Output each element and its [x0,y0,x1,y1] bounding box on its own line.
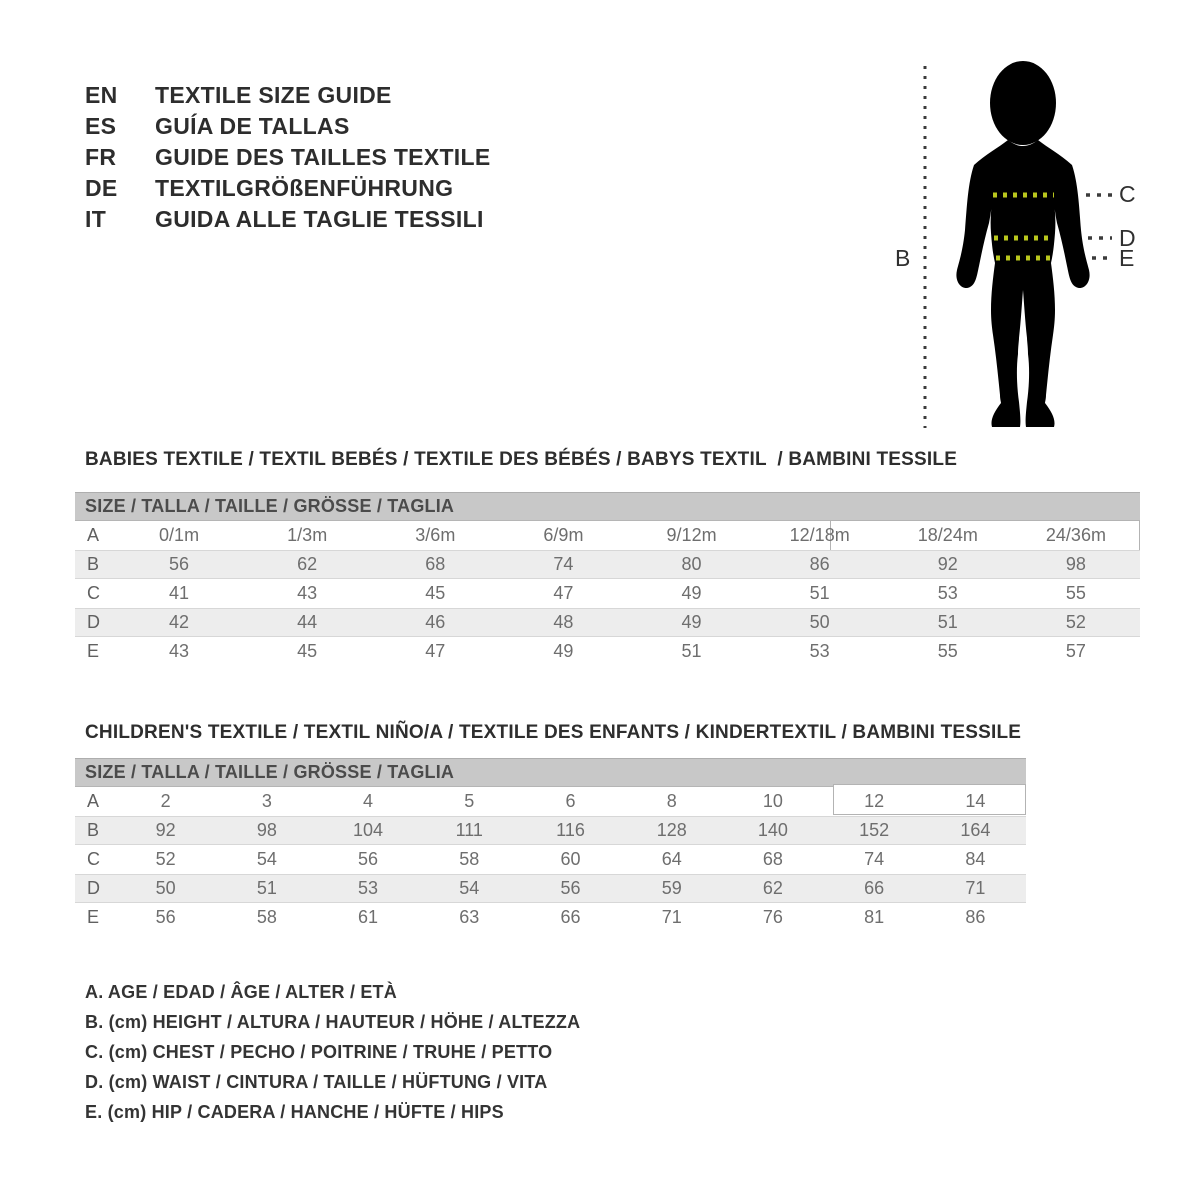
value-cell: 68 [425,554,446,574]
legend-item: C. (cm) CHEST / PECHO / POITRINE / TRUHE / PETTO [85,1042,553,1062]
value-cell: 58 [256,907,277,927]
row-label-cell: B [87,820,100,840]
value-cell: 46 [425,612,446,632]
value-cell: 71 [661,907,682,927]
value-cell: 84 [965,849,986,869]
value-cell: 57 [1065,641,1086,661]
table-row [75,816,1026,845]
value-cell: 55 [937,641,958,661]
value-cell: 56 [155,907,176,927]
row-label-cell: A [87,791,100,811]
value-cell: 53 [809,641,830,661]
value-cell: 53 [937,583,958,603]
value-cell: 45 [297,641,318,661]
legend-item: A. AGE / EDAD / ÂGE / ALTER / ETÀ [85,982,397,1002]
language-row [85,142,491,173]
waist-label: D [1119,225,1136,251]
table-rows [75,521,1140,666]
value-cell: 140 [757,820,788,840]
value-cell: 51 [681,641,702,661]
value-cell: 14 [965,791,986,811]
value-cell: 60 [560,849,581,869]
language-row [85,80,491,111]
table-row [75,579,1140,608]
value-cell: 6 [565,791,576,811]
value-cell: 54 [256,849,277,869]
value-cell: 10 [762,791,783,811]
value-cell: 47 [425,641,446,661]
language-code: EN [85,82,118,108]
value-cell: 9/12m [666,525,717,545]
measurement-legend [85,977,580,1127]
row-label-cell: C [87,583,100,603]
height-label: B [895,245,911,271]
table-row [75,521,1140,550]
value-cell: 56 [358,849,379,869]
value-cell: 49 [681,583,702,603]
value-cell: 44 [297,612,318,632]
language-title: TEXTILE SIZE GUIDE [155,82,392,108]
value-cell: 2 [160,791,171,811]
table-row [75,787,1026,816]
value-cell: 86 [809,554,830,574]
value-cell: 66 [560,907,581,927]
size-header-label: SIZE / TALLA / TAILLE / GRÖSSE / TAGLIA [85,496,455,516]
value-cell: 45 [425,583,446,603]
value-cell: 81 [864,907,885,927]
value-cell: 61 [358,907,379,927]
row-label-cell: A [87,525,100,545]
babies-size-table [75,492,1140,666]
value-cell: 92 [155,820,176,840]
value-cell: 74 [553,554,574,574]
size-header-bar [75,758,1026,787]
table-row [75,637,1140,666]
value-cell: 66 [864,878,885,898]
value-cell: 51 [937,612,958,632]
language-code: FR [85,144,117,170]
table-row [75,608,1140,637]
value-cell: 98 [256,820,277,840]
value-cell: 43 [297,583,318,603]
value-cell: 59 [661,878,682,898]
table-rows [75,787,1026,932]
language-title: TEXTILGRÖßENFÜHRUNG [155,175,454,201]
language-row [85,204,491,235]
value-cell: 92 [937,554,958,574]
value-cell: 74 [864,849,885,869]
value-cell: 3/6m [415,525,456,545]
chest-label: C [1119,181,1136,207]
table-row [75,550,1140,579]
language-title: GUIDE DES TAILLES TEXTILE [155,144,491,170]
babies-section-title: BABIES TEXTILE / TEXTIL BEBÉS / TEXTILE DES BÉBÉS / BABYS TEXTIL / BAMBINI TESSILE [85,449,958,470]
value-cell: 47 [553,583,574,603]
language-row [85,111,491,142]
value-cell: 6/9m [543,525,584,545]
table-row [75,845,1026,874]
value-cell: 3 [261,791,272,811]
value-cell: 52 [155,849,176,869]
value-cell: 42 [169,612,190,632]
child-head [990,61,1056,145]
value-cell: 68 [762,849,783,869]
children-section-title: CHILDREN'S TEXTILE / TEXTIL NIÑO/A / TEXTILE DES ENFANTS / KINDERTEXTIL / BAMBINI TESSILE [85,722,1022,743]
language-code: ES [85,113,117,139]
value-cell: 98 [1065,554,1086,574]
value-cell: 48 [553,612,574,632]
value-cell: 24/36m [1045,525,1106,545]
language-list [85,80,491,235]
value-cell: 8 [666,791,677,811]
child-silhouette [956,140,1089,427]
value-cell: 52 [1065,612,1086,632]
value-cell: 152 [859,820,890,840]
value-cell: 50 [155,878,176,898]
language-code: DE [85,175,118,201]
value-cell: 4 [363,791,374,811]
value-cell: 12 [864,791,885,811]
value-cell: 18/24m [917,525,978,545]
value-cell: 49 [553,641,574,661]
value-cell: 104 [353,820,384,840]
language-row [85,173,491,204]
value-cell: 56 [560,878,581,898]
legend-item: E. (cm) HIP / CADERA / HANCHE / HÜFTE / HIPS [85,1102,504,1122]
row-label-cell: E [87,907,100,927]
value-cell: 86 [965,907,986,927]
value-cell: 116 [556,820,585,840]
row-label-cell: D [87,878,100,898]
legend-item: B. (cm) HEIGHT / ALTURA / HAUTEUR / HÖHE / ALTEZZA [85,1012,581,1032]
value-cell: 51 [256,878,277,898]
value-cell: 58 [459,849,480,869]
children-size-table [75,758,1026,932]
value-cell: 51 [809,583,830,603]
value-cell: 54 [459,878,480,898]
row-label-cell: B [87,554,100,574]
value-cell: 64 [661,849,682,869]
language-code: IT [85,206,107,232]
value-cell: 63 [459,907,480,927]
value-cell: 71 [965,878,986,898]
row-label-cell: E [87,641,100,661]
value-cell: 53 [358,878,379,898]
table-row [75,874,1026,903]
row-label-cell: C [87,849,100,869]
value-cell: 80 [681,554,702,574]
value-cell: 41 [169,583,190,603]
size-header-label: SIZE / TALLA / TAILLE / GRÖSSE / TAGLIA [85,762,455,782]
value-cell: 49 [681,612,702,632]
value-cell: 62 [297,554,318,574]
row-label-cell: D [87,612,100,632]
value-cell: 111 [455,820,483,840]
table-row [75,903,1026,932]
language-title: GUÍA DE TALLAS [155,113,350,139]
value-cell: 56 [169,554,190,574]
value-cell: 1/3m [287,525,328,545]
value-cell: 12/18m [789,525,850,545]
value-cell: 50 [809,612,830,632]
value-cell: 76 [762,907,783,927]
value-cell: 55 [1065,583,1086,603]
value-cell: 43 [169,641,190,661]
hip-label: E [1119,245,1135,271]
legend-item: D. (cm) WAIST / CINTURA / TAILLE / HÜFTUNG / VITA [85,1072,548,1092]
value-cell: 128 [656,820,687,840]
value-cell: 164 [960,820,991,840]
child-silhouette-figure [890,50,1190,440]
value-cell: 5 [464,791,475,811]
value-cell: 0/1m [159,525,200,545]
size-header-bar [75,492,1140,521]
language-title: GUIDA ALLE TAGLIE TESSILI [155,206,484,232]
value-cell: 62 [762,878,783,898]
